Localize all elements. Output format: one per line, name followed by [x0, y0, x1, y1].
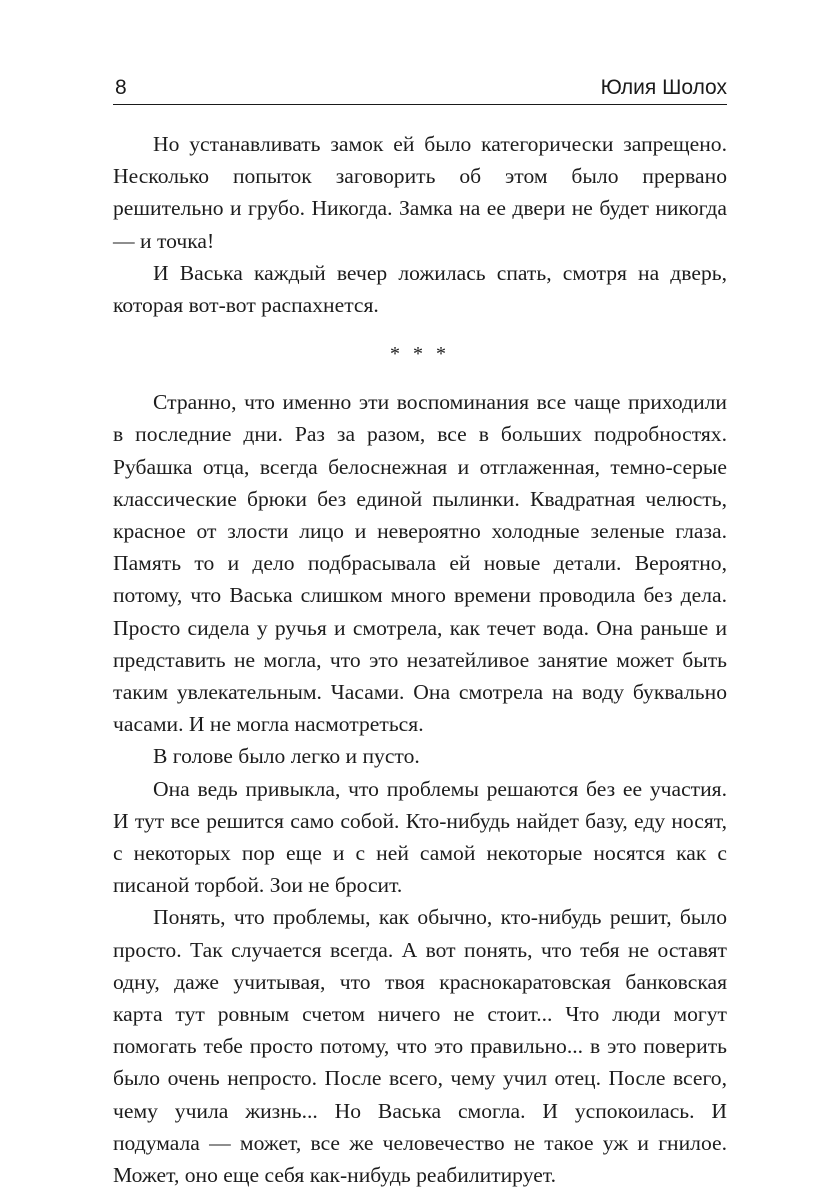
- running-title: Юлия Шолох: [600, 76, 727, 99]
- running-header: [113, 74, 727, 105]
- paragraph: Понять, что проблемы, как обычно, кто-нибудь решит, было просто. Так случается всегда. А вот понять, что тебя не оставят одну, даже учитывая, что твоя краснокаратовская банковская карта тут ровным счетом ничего не стоит... Что люди могут помогать тебе просто потому, что это правильно... в это поверить было очень непросто. После всего, чему учил отец. После всего, чему учила жизнь... Но Васька смогла. И успокоилась. И подумала — может, все же человечество не такое уж и гнилое. Может, оно еще себя как-нибудь реабилитирует.: [113, 905, 727, 1188]
- paragraph: В голове было легко и пусто.: [153, 744, 420, 769]
- section-separator: * * *: [390, 343, 450, 366]
- page-body: [113, 128, 727, 1191]
- paragraph: Но устанавливать замок ей было категорически запрещено. Несколько попыток заговорить об этом было прервано решительно и грубо. Никогда. Замка на ее двери не будет никогда — и точка!: [113, 132, 727, 253]
- page-number: 8: [115, 76, 127, 99]
- paragraph: Странно, что именно эти воспоминания все чаще приходили в последние дни. Раз за разом, все в больших подробностях. Рубашка отца, всегда белоснежная и отглаженная, темно-серые классические брюки без единой пылинки. Квадратная челюсть, красное от злости лицо и невероятно холодные зеленые глаза. Память то и дело подбрасывала ей новые детали. Вероятно, потому, что Васька слишком много времени проводила без дела. Просто сидела у ручья и смотрела, как течет вода. Она раньше и представить не могла, что это незатейливое занятие может быть таким увлекательным. Часами. Она смотрела на воду буквально часами. И не могла насмотреться.: [113, 390, 727, 737]
- paragraph: Она ведь привыкла, что проблемы решаются без ее участия. И тут все решится само собой. Кто-нибудь найдет базу, еду носят, с некоторых пор еще и с ней самой некоторые носятся как с писаной торбой. Зои не бросит.: [113, 776, 727, 898]
- paragraph: И Васька каждый вечер ложилась спать, смотря на дверь, которая вот-вот распахнется.: [113, 260, 727, 318]
